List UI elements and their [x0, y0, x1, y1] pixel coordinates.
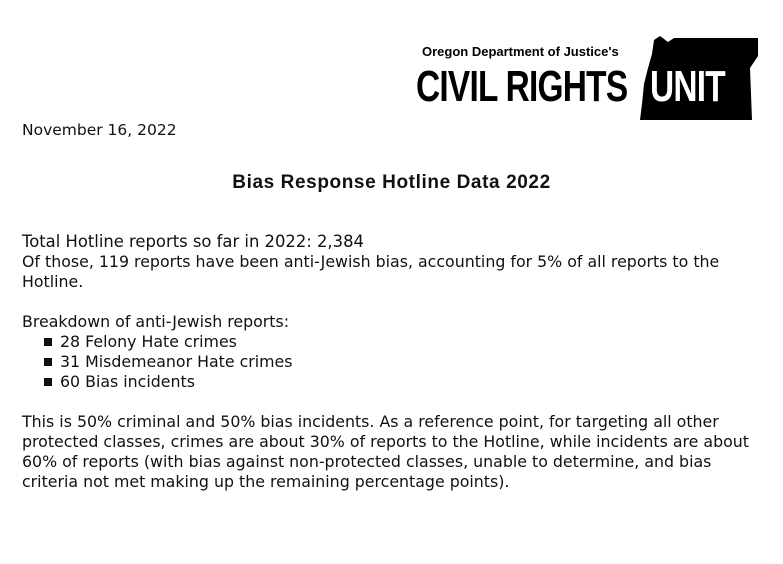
breakdown-list — [22, 332, 772, 392]
list-item — [44, 332, 772, 352]
list-item — [44, 352, 772, 372]
paragraph-spacer — [22, 292, 772, 312]
total-reports-line: Total Hotline reports so far in 2022: 2,384 — [22, 232, 364, 251]
list-item — [44, 372, 772, 392]
logo-civil-rights-text: CIVIL RIGHTS — [416, 62, 628, 111]
breakdown-item-text: 31 Misdemeanor Hate crimes — [60, 352, 293, 371]
logo-agency-text: Oregon Department of Justice's — [422, 44, 619, 59]
civil-rights-unit-logo — [414, 30, 760, 122]
square-bullet-icon — [44, 358, 52, 366]
square-bullet-icon — [44, 338, 52, 346]
conclusion-paragraph: This is 50% criminal and 50% bias incidents. As a reference point, for targeting all other protected classes, crimes are about 30% of reports to the Hotline, while incidents are about 60% of reports (with bias against non-protected classes, unable to determine, and bias criteria not met making up the remaining percentage points). — [22, 412, 749, 491]
document-body — [22, 232, 772, 492]
square-bullet-icon — [44, 378, 52, 386]
logo-unit-text: UNIT — [650, 62, 725, 111]
paragraph-spacer — [22, 392, 772, 412]
breakdown-item-text: 28 Felony Hate crimes — [60, 332, 237, 351]
breakdown-heading: Breakdown of anti-Jewish reports: — [22, 312, 290, 331]
document-title: Bias Response Hotline Data 2022 — [232, 172, 551, 193]
antijewish-summary-line: Of those, 119 reports have been anti-Jewish bias, accounting for 5% of all reports to the Hotline. — [22, 252, 720, 291]
document-date: November 16, 2022 — [22, 121, 177, 139]
breakdown-item-text: 60 Bias incidents — [60, 372, 195, 391]
